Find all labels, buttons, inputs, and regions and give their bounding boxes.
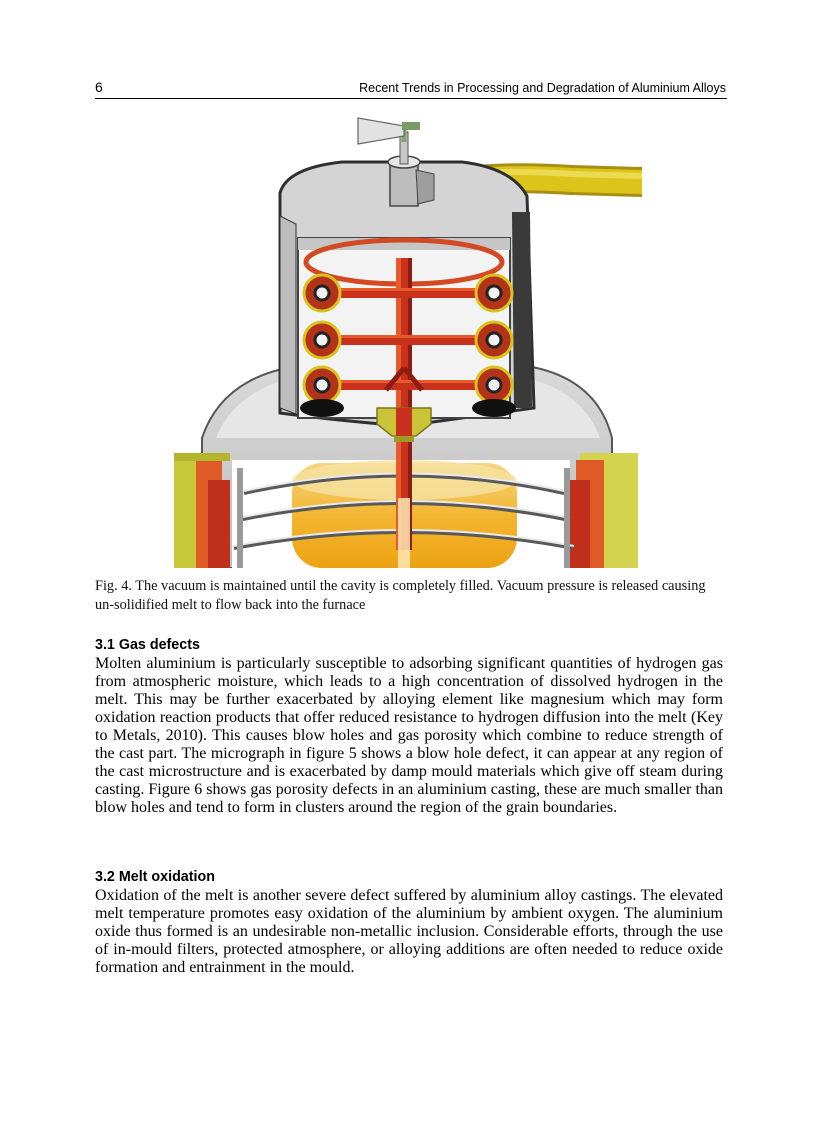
section-paragraph: Oxidation of the melt is another severe defect suffered by aluminium alloy castings. The elevated melt temperature promotes easy oxidation of the aluminium by ambient oxygen. The aluminium oxide thus formed is an undesirable non-metallic inclusion. Considerable efforts, through the use of in-mould filters, protected atmosphere, or alloying additions are often needed to reduce oxide formation and entrainment in the mould. <box>95 887 723 976</box>
figure-caption: Fig. 4. The vacuum is maintained until the cavity is completely filled. Vacuum pressure is released causing un-solidified melt to flow back into the furnace <box>95 578 706 614</box>
section-melt-oxidation <box>95 868 723 977</box>
page-number: 6 <box>95 79 103 95</box>
running-title: Recent Trends in Processing and Degradation of Aluminium Alloys <box>359 81 726 95</box>
vacuum-casting-illustration <box>172 108 642 568</box>
running-header <box>95 78 727 99</box>
section-heading: 3.2 Melt oxidation <box>95 869 215 885</box>
section-paragraph: Molten aluminium is particularly susceptible to adsorbing significant quantities of hydrogen gas from atmospheric moisture, which leads to a high concentration of dissolved hydrogen in the melt. This may be further exacerbated by alloying element like magnesium which may form oxidation reaction products that offer reduced resistance to hydrogen diffusion into the melt (Key to Metals, 2010). This causes blow holes and gas porosity which combine to reduce strength of the cast part. The micrograph in figure 5 shows a blow hole defect, it can appear at any region of the cast microstructure and is exacerbated by damp mould materials which give off steam during casting. Figure 6 shows gas porosity defects in an aluminium casting, these are much smaller than blow holes and tend to form in clusters around the region of the grain boundaries. <box>95 655 723 816</box>
section-heading: 3.1 Gas defects <box>95 637 200 653</box>
section-gas-defects <box>95 636 723 817</box>
